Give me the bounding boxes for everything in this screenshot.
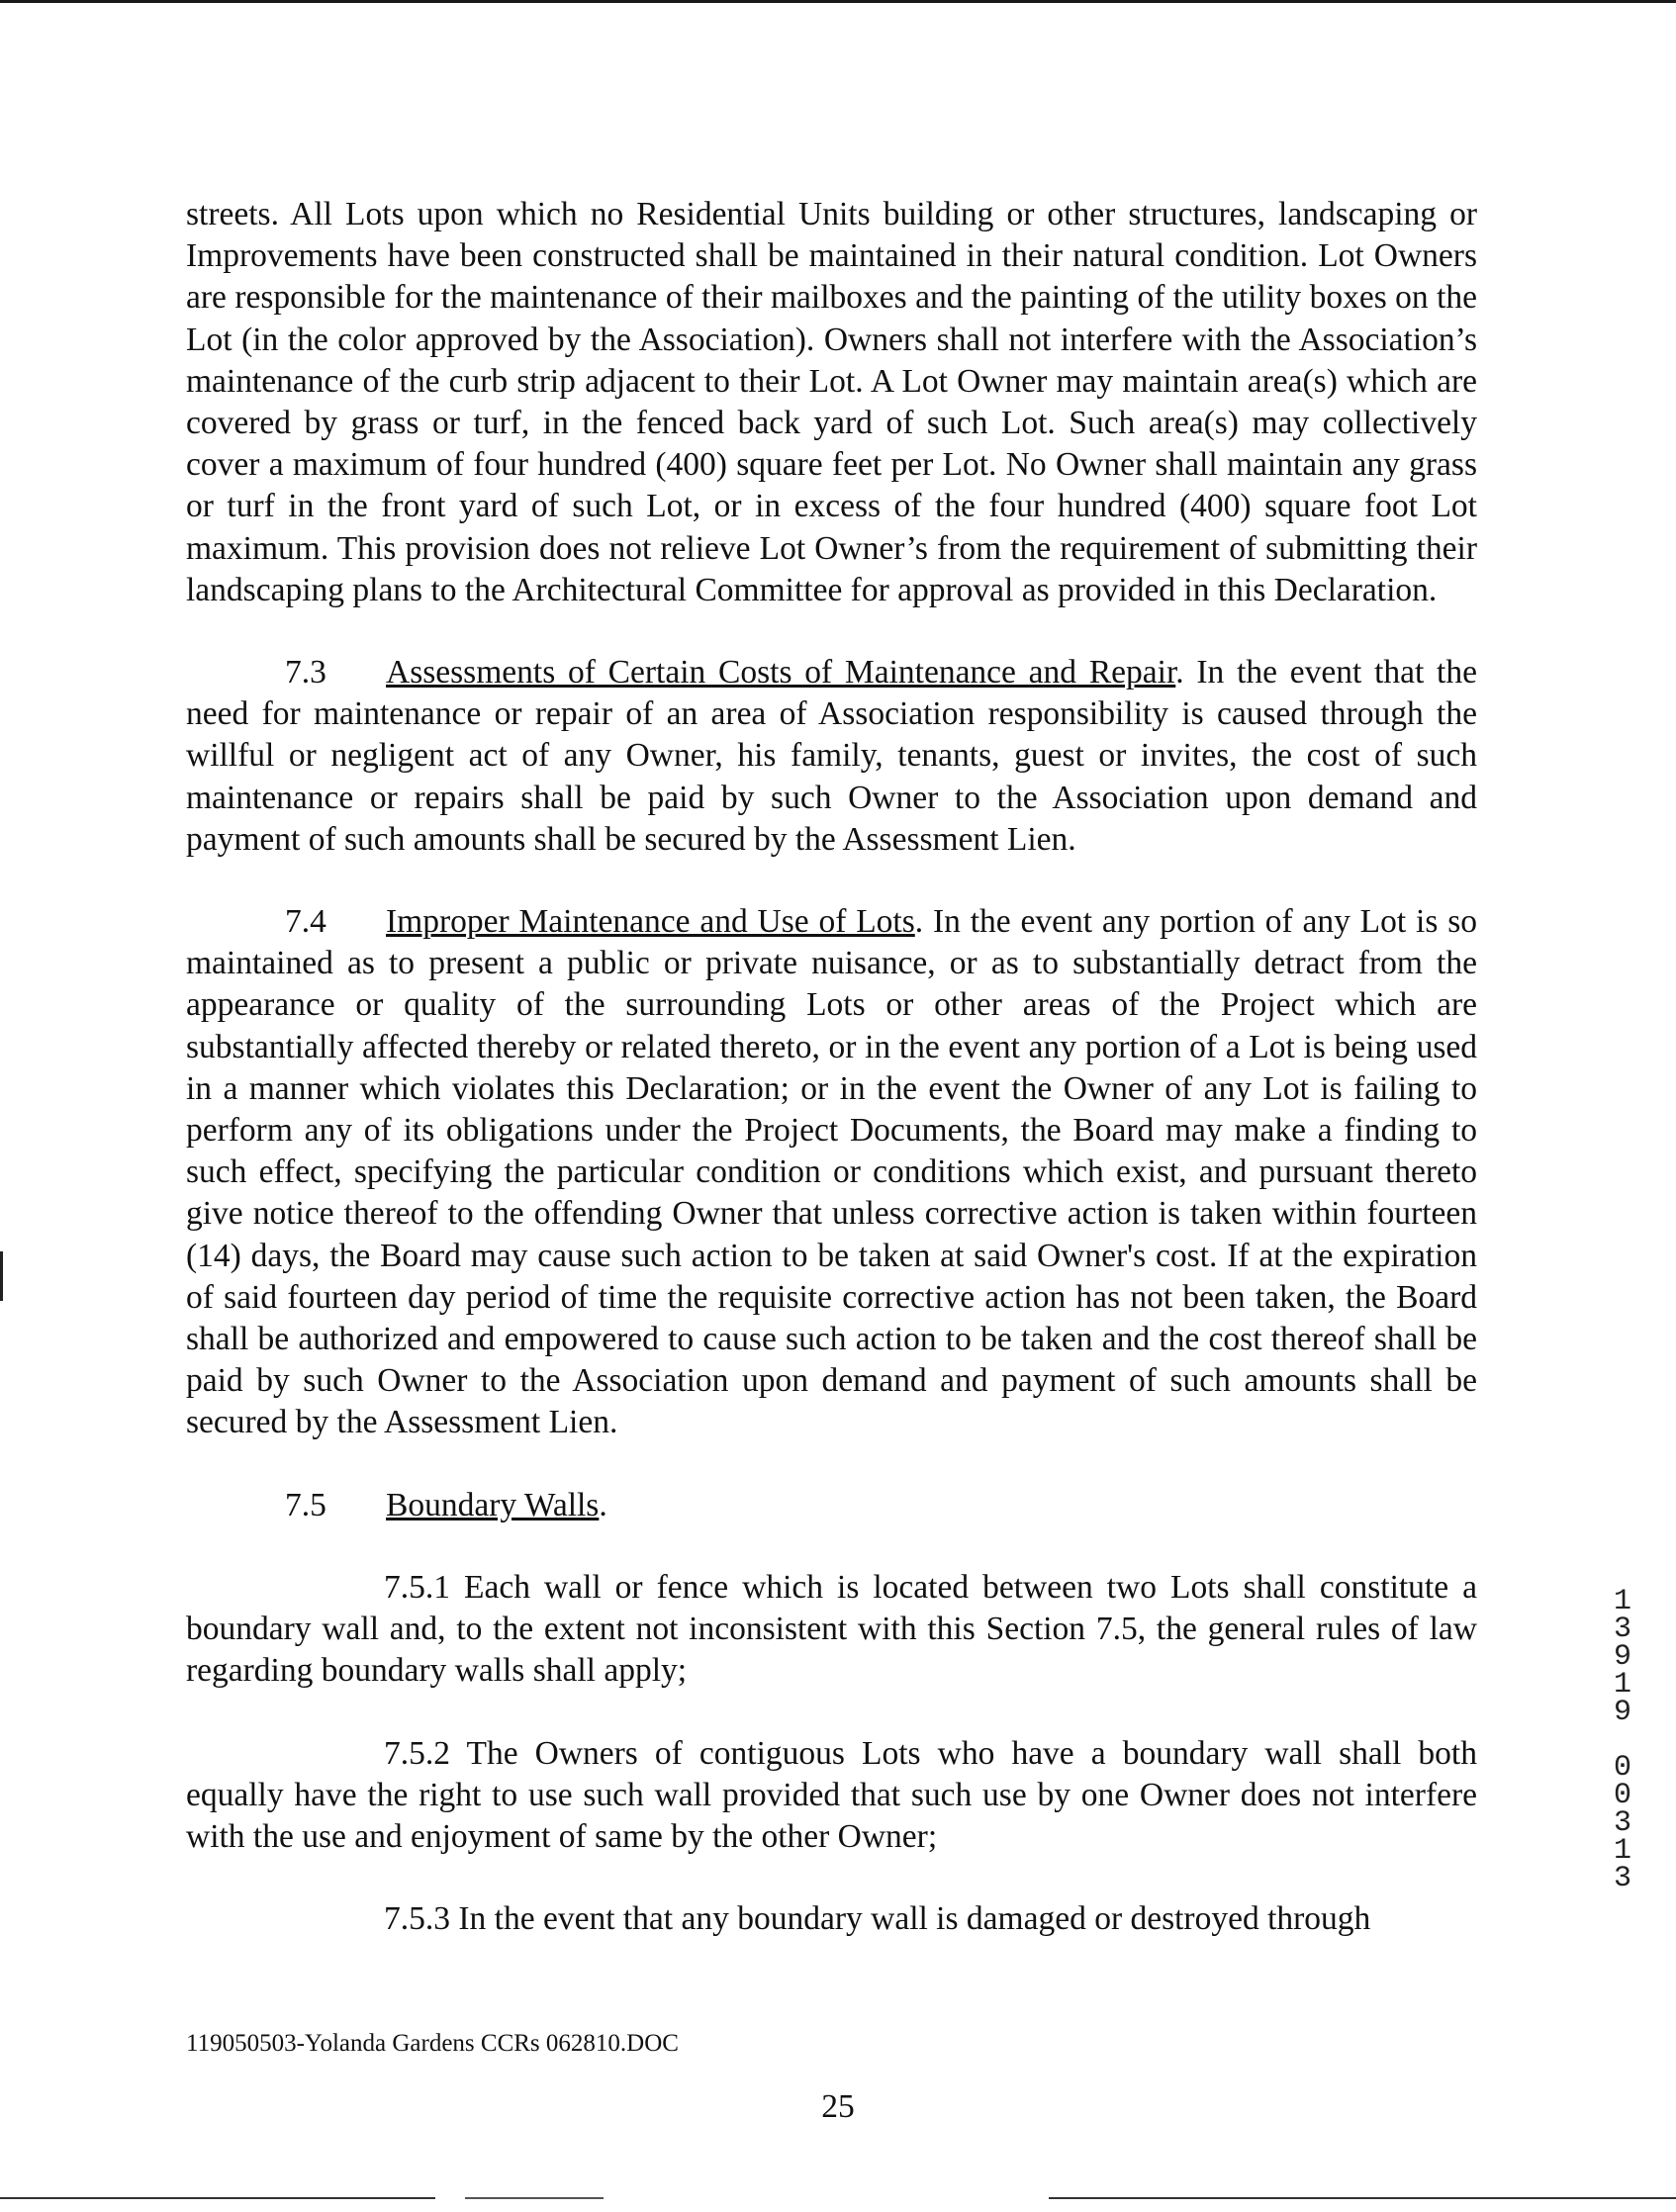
section-heading: Boundary Walls <box>386 1486 600 1523</box>
subsection-7-5-3 <box>186 1898 1477 1940</box>
subsection-number: 7.5.1 <box>384 1568 450 1606</box>
section-7-4 <box>186 901 1477 1444</box>
section-7-3 <box>186 652 1477 861</box>
stamp-digit: 1 <box>1613 1668 1631 1702</box>
stamp-digit: 3 <box>1613 1613 1631 1646</box>
stamp-digit: 1 <box>1613 1834 1631 1868</box>
page-number: 25 <box>821 2088 855 2125</box>
section-number: 7.4 <box>285 903 326 941</box>
stamp-gap <box>1603 1726 1642 1754</box>
document-body <box>186 194 1477 1981</box>
stamp-digit: 1 <box>1613 1585 1631 1618</box>
section-text: . In the event that the need for maintenance or repair of an area of Association responsibility is caused through the willful or negligent act of any Owner, his family, tenants, guest or invites, the cost of such maintenance or repairs shall be paid by such Owner to the Association upon demand and payment of such amounts shall be secured by the Assessment Lien. <box>186 654 1477 858</box>
stamp-digit: 0 <box>1613 1751 1631 1785</box>
bottom-border-line <box>0 2197 435 2199</box>
recording-number-stamp <box>1603 1585 1642 1895</box>
stamp-digit: 9 <box>1613 1696 1631 1729</box>
bottom-border-line <box>1049 2197 1676 2199</box>
subsection-7-5-2 <box>186 1733 1477 1859</box>
subsection-number: 7.5.2 <box>384 1734 450 1772</box>
section-text: . <box>599 1486 607 1523</box>
section-number: 7.3 <box>285 654 326 691</box>
bottom-border-line <box>465 2197 604 2199</box>
section-heading: Improper Maintenance and Use of Lots <box>386 903 915 941</box>
top-border-line <box>0 0 1676 3</box>
footer-document-reference: 119050503-Yolanda Gardens CCRs 062810.DOC <box>186 2030 679 2057</box>
continuation-paragraph: streets. All Lots upon which no Residential Units building or other structures, landscaping or Improvements have been constructed shall be maintained in their natural condition. Lot Owners are responsible for the maintenance of their mailboxes and the painting of the utility boxes on the Lot (in the color approved by the Association). Owners shall not interfere with the Association’s maintenance of the curb strip adjacent to their Lot. A Lot Owner may maintain area(s) which are covered by grass or turf, in the fenced back yard of such Lot. Such area(s) may collectively cover a maximum of four hundred (400) square feet per Lot. No Owner shall maintain any grass or turf in the front yard of such Lot, or in excess of the four hundred (400) square foot Lot maximum. This provision does not relieve Lot Owner’s from the requirement of submitting their landscaping plans to the Architectural Committee for approval as provided in this Declaration. <box>186 196 1477 608</box>
stamp-digit: 3 <box>1613 1862 1631 1895</box>
section-7-5 <box>186 1485 1477 1526</box>
subsection-text: Each wall or fence which is located between two Lots shall constitute a boundary wall and, to the extent not inconsistent with this Section 7.5, the general rules of law regarding boundary walls shall apply; <box>186 1568 1477 1690</box>
subsection-number: 7.5.3 <box>384 1900 450 1938</box>
section-heading: Assessments of Certain Costs of Maintenance and Repair <box>386 654 1176 691</box>
section-text: . In the event any portion of any Lot is so maintained as to present a public or private nuisance, or as to substantially detract from the appearance or quality of the surrounding Lots or other areas of the Project which are substantially affected thereby or related thereto, or in the event any portion of a Lot is being used in a manner which violates this Declaration; or in the event the Owner of any Lot is failing to perform any of its obligations under the Project Documents, the Board may make a finding to such effect, specifying the particular condition or conditions which exist, and pursuant thereto give notice thereof to the offending Owner that unless corrective action is taken within fourteen (14) days, the Board may cause such action to be taken at said Owner's cost. If at the expiration of said fourteen day period of time the requisite corrective action has not been taken, the Board shall be authorized and empowered to cause such action to be taken and the cost thereof shall be paid by such Owner to the Association upon demand and payment of such amounts shall be secured by the Assessment Lien. <box>186 903 1477 1441</box>
stamp-digit: 3 <box>1613 1806 1631 1840</box>
left-edge-scan-mark <box>0 1251 3 1301</box>
section-number: 7.5 <box>285 1486 326 1523</box>
subsection-7-5-1 <box>186 1567 1477 1693</box>
stamp-digit: 0 <box>1613 1779 1631 1812</box>
subsection-text: The Owners of contiguous Lots who have a boundary wall shall both equally have the right to use such wall provided that such use by one Owner does not interfere with the use and enjoyment of same by the other Owner; <box>186 1734 1477 1855</box>
stamp-digit: 9 <box>1613 1640 1631 1674</box>
subsection-text: In the event that any boundary wall is damaged or destroyed through <box>458 1900 1371 1938</box>
